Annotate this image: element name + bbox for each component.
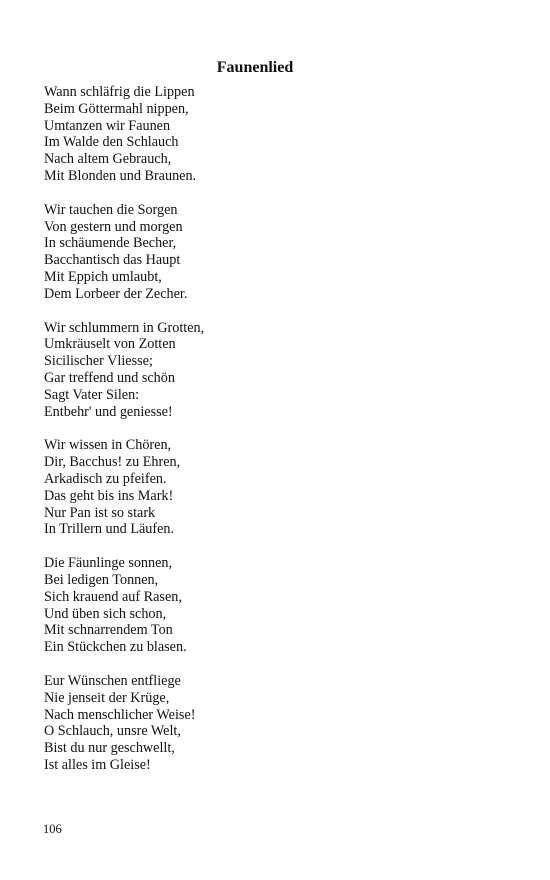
poem-line: In schäumende Becher, [44, 235, 177, 252]
poem-line: Beim Göttermahl nippen, [44, 100, 189, 117]
poem-line: Arkadisch zu pfeifen. [44, 470, 167, 487]
stanza-2 [44, 202, 504, 303]
stanza-3 [44, 320, 504, 421]
poem-line: Dem Lorbeer der Zecher. [44, 285, 188, 302]
poem-line: Das geht bis ins Mark! [44, 487, 174, 504]
poem-line: Wir schlummern in Grotten, [44, 319, 205, 336]
poem-line: Wann schläfrig die Lippen [44, 84, 195, 100]
stanza-4 [44, 437, 504, 538]
poem-line: Im Walde den Schlauch [44, 134, 179, 151]
poem-line: Entbehr' und geniesse! [44, 403, 173, 420]
poem-line: O Schlauch, unsre Welt, [44, 723, 181, 740]
poem-line: Nach altem Gebrauch, [44, 151, 172, 168]
poem-line: Mit schnarrendem Ton [44, 622, 173, 639]
poem-line: Von gestern und morgen [44, 218, 183, 235]
poem-line: Nach menschlicher Weise! [44, 706, 196, 723]
poem-line: Und üben sich schon, [44, 605, 167, 622]
poem-line: Gar treffend und schön [44, 369, 175, 386]
stanza-1 [44, 84, 504, 185]
poem-line: Mit Eppich umlaubt, [44, 268, 162, 285]
poem-line: Dir, Bacchus! zu Ehren, [44, 454, 181, 471]
poem-body [44, 84, 504, 791]
poem-line: Die Fäunlinge sonnen, [44, 555, 173, 572]
page-number: 106 [43, 822, 62, 836]
poem-line: Sicilischer Vliesse; [44, 353, 153, 370]
poem-line: Nie jenseit der Krüge, [44, 689, 170, 706]
poem-line: Umtanzen wir Faunen [44, 117, 171, 134]
poem-line: Bei ledigen Tonnen, [44, 571, 159, 588]
poem-line: Wir wissen in Chören, [44, 437, 172, 454]
poem-title: Faunenlied [216, 59, 294, 76]
poem-line: Sagt Vater Silen: [44, 386, 140, 403]
poem-line: In Trillern und Läufen. [44, 521, 175, 538]
poem-line: Ein Stückchen zu blasen. [44, 639, 187, 656]
poem-line: Ist alles im Gleise! [44, 756, 151, 773]
poem-line: Umkräuselt von Zotten [44, 336, 176, 353]
poem-line: Nur Pan ist so stark [44, 504, 156, 521]
poem-line: Bist du nur geschwellt, [44, 740, 175, 757]
poem-line: Bacchantisch das Haupt [44, 252, 181, 269]
poem-line: Eur Wünschen entfliege [44, 672, 181, 689]
stanza-5 [44, 555, 504, 656]
poem-line: Mit Blonden und Braunen. [44, 167, 197, 184]
poem-line: Sich krauend auf Rasen, [44, 588, 182, 605]
poem-line: Wir tauchen die Sorgen [44, 201, 178, 218]
stanza-6 [44, 673, 504, 774]
